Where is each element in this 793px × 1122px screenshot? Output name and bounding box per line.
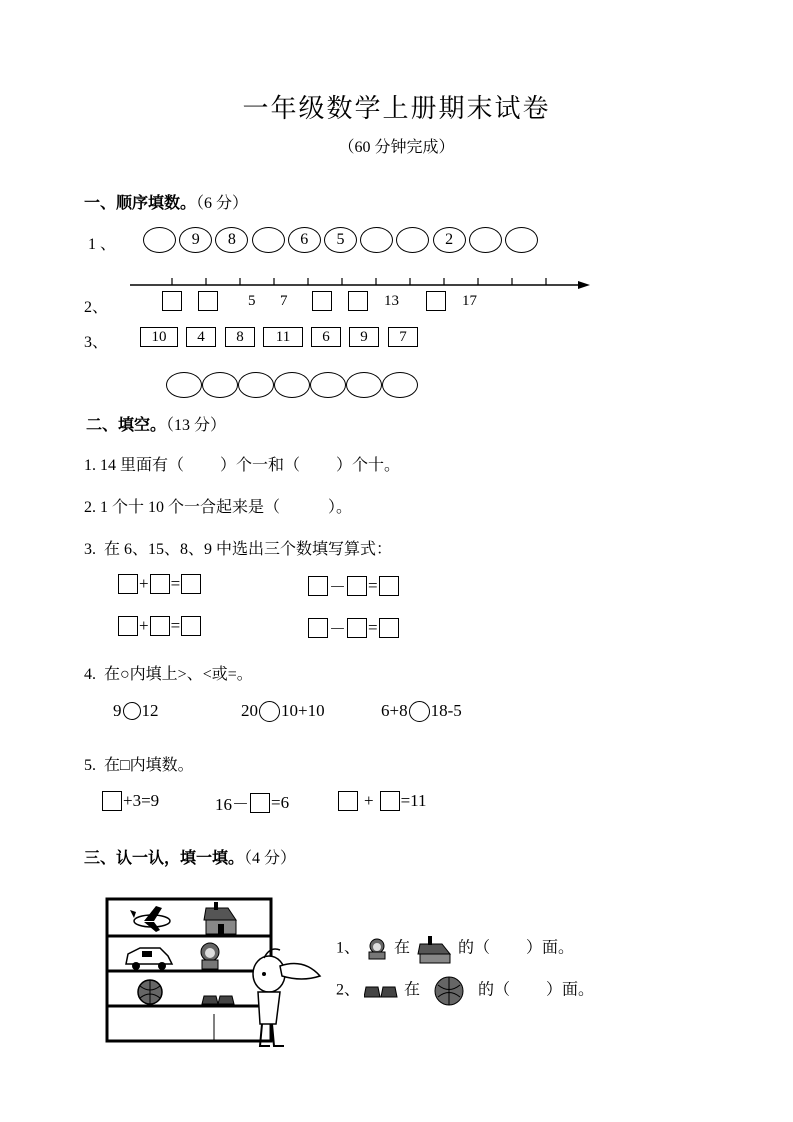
section3-points: （4 分） — [244, 850, 297, 867]
answer-box[interactable] — [181, 574, 201, 594]
answer-box[interactable] — [102, 791, 122, 811]
compare-left: 6+8 — [381, 701, 408, 721]
plus-sign: + — [139, 616, 149, 636]
section2-points: （13 分） — [166, 417, 227, 434]
number-line-ticks — [172, 278, 546, 285]
compare-left: 9 — [113, 701, 122, 721]
compare-circle[interactable] — [123, 702, 141, 720]
number-line-label: 13 — [384, 293, 399, 309]
compare-item — [380, 700, 463, 722]
house-icon — [414, 934, 454, 964]
answer-box[interactable] — [150, 574, 170, 594]
subtraction-equation — [308, 615, 399, 640]
number-box: 11 — [263, 327, 303, 347]
ordering-circle[interactable] — [274, 372, 310, 398]
question-text: 的（ ）面。 — [478, 981, 595, 999]
fill-equation-2 — [214, 790, 290, 815]
compare-circle[interactable] — [259, 701, 280, 722]
equation-text: +3=9 — [123, 791, 160, 811]
number-line-label: 17 — [462, 293, 477, 309]
monkey-toy-icon — [364, 938, 390, 960]
shelf-illustration — [104, 896, 326, 1056]
number-box: 10 — [140, 327, 178, 347]
sequence-circle[interactable] — [360, 227, 393, 253]
number-box: 6 — [311, 327, 341, 347]
answer-box[interactable] — [379, 576, 399, 596]
sequence-circle: 5 — [324, 227, 357, 253]
answer-box[interactable] — [250, 793, 270, 813]
sequence-circle[interactable] — [396, 227, 429, 253]
fill-question-4: 4. 在○内填上>、<或=。 — [84, 666, 253, 683]
compare-right: 12 — [141, 701, 159, 721]
answer-box[interactable] — [150, 616, 170, 636]
section1-points: （6 分） — [196, 195, 249, 212]
q2-label: 2、 — [84, 299, 109, 316]
section3-heading — [84, 845, 296, 868]
page-subtitle: （60 分钟完成） — [338, 139, 455, 156]
question-word: 在 — [404, 981, 421, 999]
answer-box[interactable] — [338, 791, 358, 811]
addition-equation — [118, 573, 201, 594]
number-line-answer-box[interactable] — [162, 291, 182, 311]
compare-right: 18-5 — [430, 701, 462, 721]
ordering-circle[interactable] — [238, 372, 274, 398]
ball-icon — [138, 980, 162, 1004]
sequence-circle[interactable] — [143, 227, 176, 253]
compare-item — [112, 700, 160, 721]
airplane-icon — [130, 906, 170, 932]
answer-box[interactable] — [181, 616, 201, 636]
question-number: 2、 — [336, 981, 361, 999]
question-number: 1、 — [336, 939, 361, 957]
answer-box[interactable] — [379, 618, 399, 638]
q3-label: 3、 — [84, 334, 109, 351]
compare-circle[interactable] — [409, 701, 430, 722]
answer-box[interactable] — [347, 618, 367, 638]
equation-text: =6 — [271, 792, 290, 812]
number-line-answer-box[interactable] — [312, 291, 332, 311]
number-line-label: 7 — [280, 293, 288, 309]
ordering-circle[interactable] — [310, 372, 346, 398]
answer-box[interactable] — [308, 576, 328, 596]
section1-title: 一、顺序填数。 — [84, 193, 197, 212]
fill-question-5: 5. 在□内填数。 — [84, 757, 194, 774]
answer-box[interactable] — [118, 616, 138, 636]
ball-icon — [432, 974, 466, 1008]
sequence-circle: 6 — [288, 227, 321, 253]
sequence-circle[interactable] — [469, 227, 502, 253]
sequence-circle: 2 — [433, 227, 466, 253]
number-box: 9 — [349, 327, 379, 347]
section2-heading — [86, 412, 226, 435]
car-icon — [126, 948, 172, 970]
number-line-label: 5 — [248, 293, 256, 309]
subtraction-equation — [308, 573, 399, 598]
number-line-arrow — [578, 281, 590, 289]
equals-sign: = — [368, 617, 378, 637]
question-text: 的（ ）面。 — [458, 939, 575, 957]
plus-sign: + — [139, 574, 149, 594]
question-word: 在 — [394, 939, 411, 957]
equation-text: =11 — [400, 791, 427, 811]
page-title: 一年级数学上册期末试卷 — [242, 94, 551, 124]
fill-question-1: 1. 14 里面有（ ）个一和（ ）个十。 — [84, 457, 401, 474]
equation-text: + — [364, 791, 374, 811]
q1-label: 1 、 — [88, 236, 117, 253]
ordering-circle[interactable] — [202, 372, 238, 398]
fill-equation-1 — [102, 790, 160, 811]
equals-sign: = — [170, 574, 181, 594]
fill-equation-3 — [338, 790, 428, 811]
compare-left: 20 — [241, 701, 258, 721]
compare-item — [240, 700, 326, 722]
section2-title: 二、填空。 — [86, 415, 167, 434]
house-icon — [204, 902, 236, 934]
sequence-circle[interactable] — [505, 227, 538, 253]
ordering-circle[interactable] — [382, 372, 418, 398]
position-question-2 — [336, 974, 594, 1008]
answer-box[interactable] — [308, 618, 328, 638]
minus-sign: － — [329, 620, 346, 639]
minus-sign: － — [329, 578, 346, 597]
section1-heading — [84, 190, 248, 213]
equation-text: 16－ — [215, 795, 249, 814]
ordering-circle[interactable] — [346, 372, 382, 398]
number-box: 7 — [388, 327, 418, 347]
rabbit-character-icon — [253, 949, 320, 1046]
number-line-answer-box[interactable] — [198, 291, 218, 311]
shoes-icon — [202, 996, 234, 1004]
shoes-icon — [364, 983, 400, 999]
sequence-circle: 8 — [215, 227, 248, 253]
sequence-circle: 9 — [179, 227, 212, 253]
fill-question-2: 2. 1 个十 10 个一合起来是（ ）。 — [84, 499, 353, 516]
addition-equation — [118, 615, 201, 636]
answer-box[interactable] — [118, 574, 138, 594]
answer-box[interactable] — [380, 791, 400, 811]
fill-question-3: 3. 在 6、15、8、9 中选出三个数填写算式： — [84, 541, 393, 558]
number-line-answer-box[interactable] — [348, 291, 368, 311]
sequence-circle[interactable] — [252, 227, 285, 253]
compare-right: 10+10 — [281, 701, 325, 721]
ordering-circle[interactable] — [166, 372, 202, 398]
monkey-toy-icon — [201, 943, 219, 969]
section3-title: 三、认一认，填一填。 — [84, 848, 245, 867]
position-question-1 — [336, 934, 574, 964]
number-box: 8 — [225, 327, 255, 347]
answer-box[interactable] — [347, 576, 367, 596]
equals-sign: = — [368, 575, 378, 595]
number-box: 4 — [186, 327, 216, 347]
equals-sign: = — [170, 616, 181, 636]
number-line-answer-box[interactable] — [426, 291, 446, 311]
